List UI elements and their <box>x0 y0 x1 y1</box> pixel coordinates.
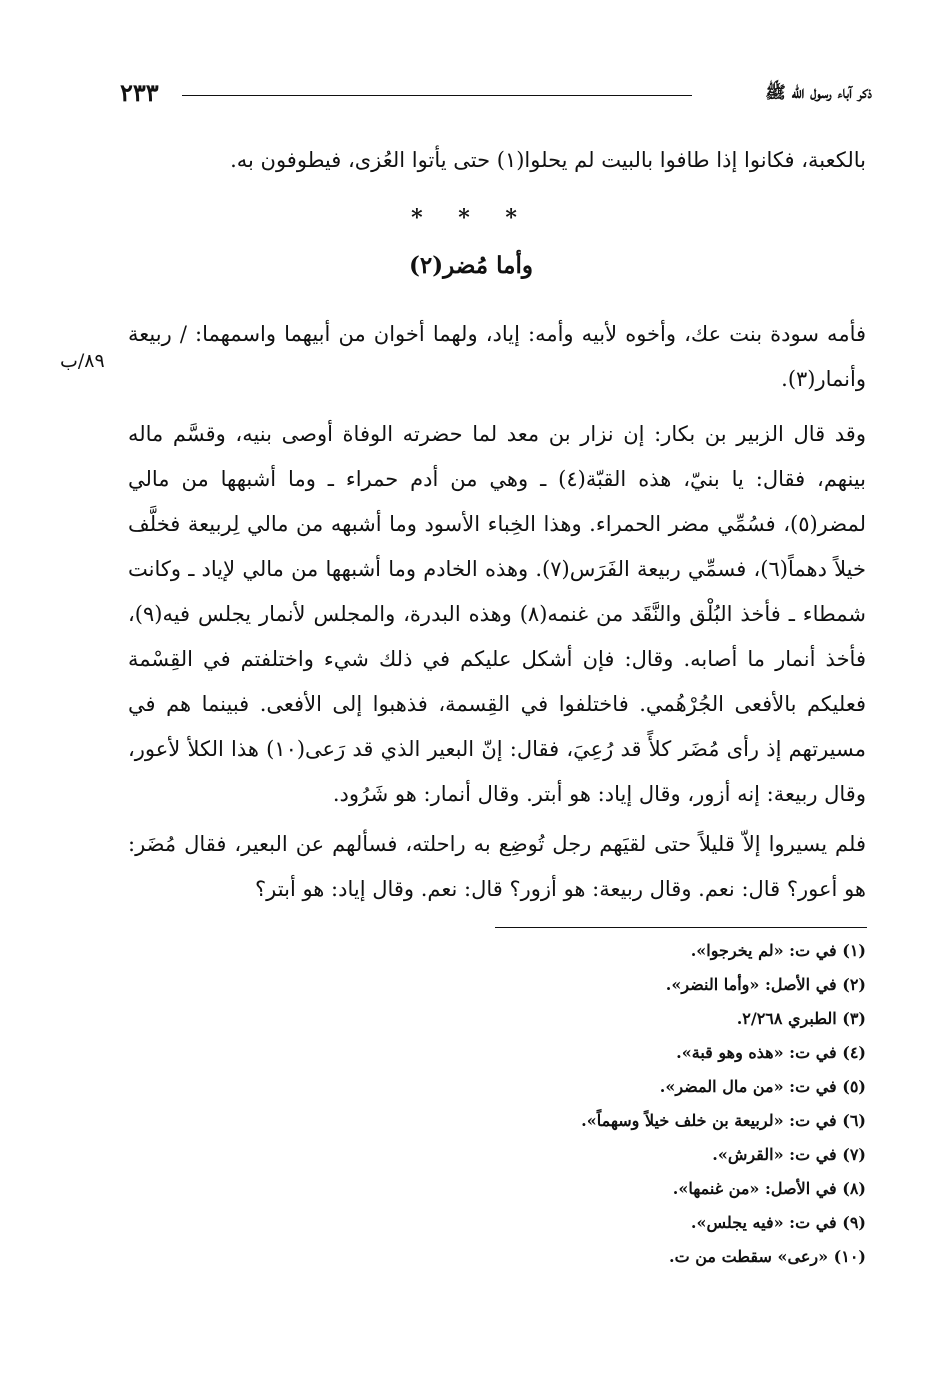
footnote: (٤) في ت: «هذه وهو قبة». <box>676 1043 866 1062</box>
footnote: (١٠) «رعى» سقطت من ت. <box>669 1247 866 1266</box>
running-title: ذكر آباء رسول الله ﷺ <box>765 83 872 103</box>
footnote: (٩) في ت: «فيه يجلس». <box>690 1213 866 1232</box>
footnote: (٣) الطبري ٢/٢٦٨. <box>736 1009 866 1028</box>
footnote: (١) في ت: «لم يخرجوا». <box>690 941 866 960</box>
section-separator: * * * <box>411 205 531 231</box>
footnote: (٨) في الأصل: «من غنمها». <box>672 1179 866 1198</box>
footnote: (٢) في الأصل: «وأما النضر». <box>665 975 866 994</box>
footnote: (٦) في ت: «لربيعة بن خلف خيلاً وسهماً». <box>581 1111 866 1130</box>
footnote: (٧) في ت: «القرش». <box>712 1145 866 1164</box>
footnote: (٥) في ت: «من مال المضر». <box>659 1077 866 1096</box>
paragraph-inheritance: وقد قال الزبير بن بكار: إن نزار بن معد لما حضرته الوفاة أوصى بنيه، وقسَّم ماله بينهم، فقال: يا بنيّ، هذه القبّة(٤) ـ وهي من أدم حمراء ـ وما أشبهها من مالي لمضر(٥)، فسُمِّي مضر الحمراء. وهذا الخِباء الأسود وما أشبهه من مالي لِربيعة فخلَّف خيلاً دهماً(٦)، فسمِّي ربيعة الفَرَس(٧). وهذه الخادم وما أشبهها من مالي لإياد ـ وكانت شمطاء ـ فأخذ البُلْق والنَّقَد من غنمه(٨) وهذه البدرة، والمجلس لأنمار يجلس فيه(٩)، فأخذ أنمار ما أصابه. وقال: فإن أشكل عليكم في ذلك شيء واختلفتم في القِسْمة فعليكم بالأفعى الجُرْهُمي. فاختلفوا في القِسمة، فذهبوا إلى الأفعى. فبينما هم في مسيرتهم إذ رأى مُضَر كلأً قد رُعِيَ، فقال: إنّ البعير الذي قد رَعى(١٠) هذا الكلأ لأعور، وقال ربيعة: إنه أزور، وقال إياد: هو أبتر. وقال أنمار: هو شَرُود. <box>128 422 867 806</box>
footnote-rule <box>495 927 867 928</box>
opening-line: بالكعبة، فكانوا إذا طافوا بالبيت لم يحلوا(١) حتى يأتوا العُزى، فيطوفون به. <box>230 148 866 172</box>
section-heading: وأما مُضر(٢) <box>409 252 533 279</box>
paragraph-lineage: فأمه سودة بنت عك، وأخوه لأبيه وأمه: إياد، ولهما أخوان من أبيهما واسمهما: / ربيعة وأنمار(٣). <box>128 322 867 391</box>
manuscript-folio-note: ٨٩/ب <box>60 350 105 372</box>
paragraph-encounter: فلم يسيروا إلاّ قليلاً حتى لقيَهم رجل تُوضِع به راحلته، فسألهم عن البعير، فقال مُضَر: هو أعور؟ قال: نعم. وقال ربيعة: هو أزور؟ قال: نعم. وقال إياد: هو أبتر؟ <box>128 832 866 901</box>
page-number: ٢٣٣ <box>120 78 159 107</box>
footnotes <box>466 934 866 1274</box>
header-rule <box>182 95 692 96</box>
page-header <box>120 78 872 112</box>
